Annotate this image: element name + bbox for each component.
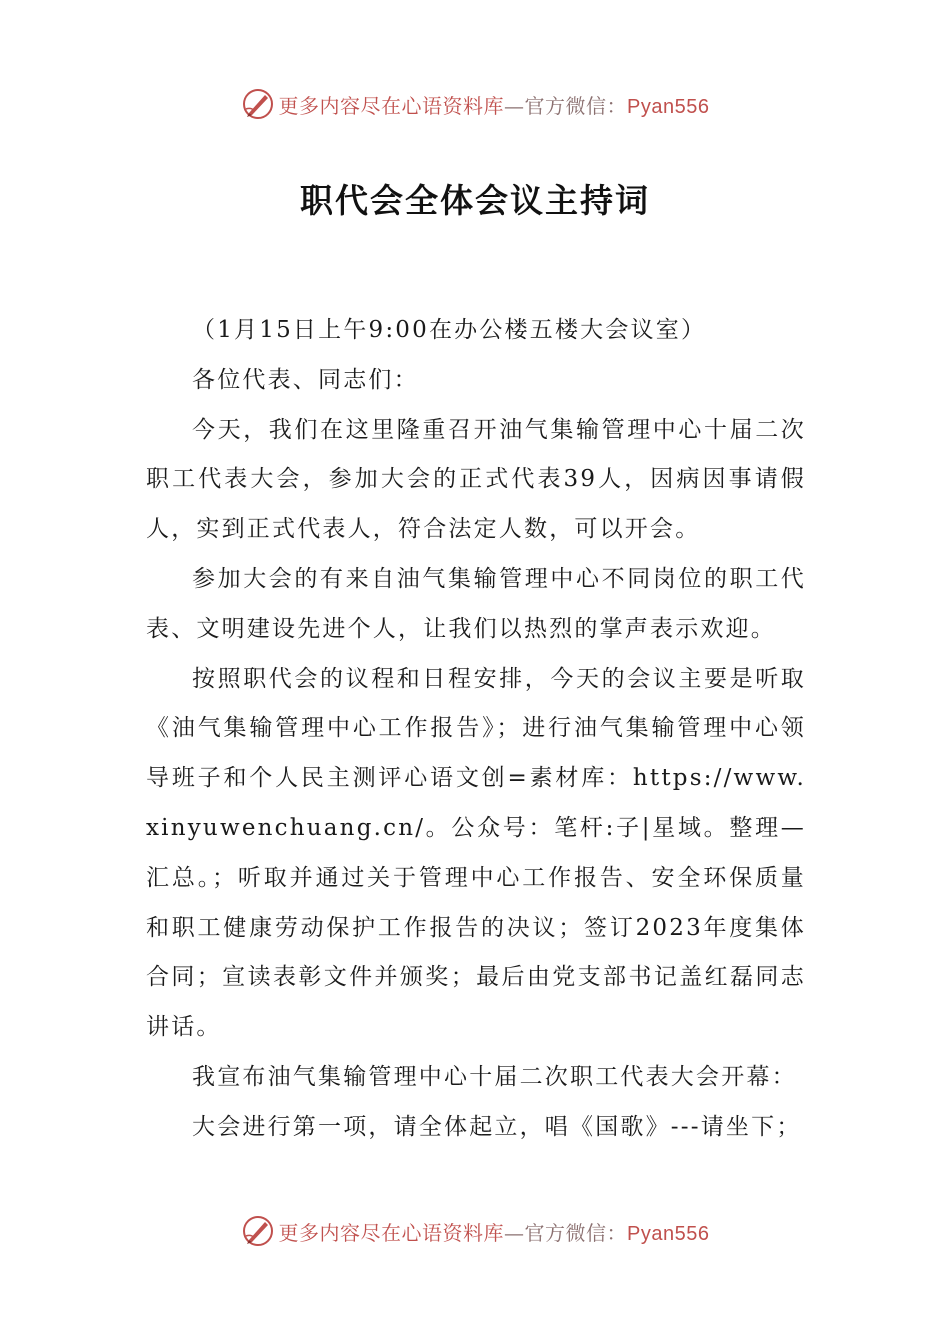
banner-text: 更多内容尽在心语资料库 (278, 93, 505, 118)
banner-account: Pyan556 (627, 1222, 710, 1245)
footer-banner (0, 1211, 950, 1251)
paragraph-attendees: 参加大会的有来自油气集输管理中心不同岗位的职工代表、文明建设先进个人，让我们以热烈的掌声表示欢迎。 (146, 565, 806, 642)
paragraph-time-place: （1月15日上午9:00在办公楼五楼大会议室） (192, 317, 707, 343)
document-body (146, 306, 806, 1153)
paragraph-announcement: 我宣布油气集输管理中心十届二次职工代表大会开幕： (192, 1063, 797, 1090)
banner-separator: — (504, 1220, 525, 1245)
banner-text: 更多内容尽在心语资料库 (278, 1220, 505, 1245)
header-banner (0, 84, 950, 124)
banner-label: 官方微信： (524, 1220, 628, 1245)
pen-logo-icon (241, 87, 275, 121)
banner-separator: — (504, 93, 525, 118)
banner-label: 官方微信： (524, 93, 628, 118)
paragraph-first-item: 大会进行第一项，请全体起立，唱《国歌》---请坐下； (192, 1113, 802, 1140)
pen-logo-icon (241, 1214, 275, 1248)
paragraph-salutation: 各位代表、同志们： (192, 366, 419, 393)
document-title: 职代会全体会议主持词 (300, 181, 650, 220)
banner-account: Pyan556 (627, 95, 710, 118)
paragraph-agenda: 按照职代会的议程和日程安排，今天的会议主要是听取《油气集输管理中心工作报告》；进行油气集输管理中心领导班子和个人民主测评心语文创=素材库：https://www.xinyuwenchuang.cn/。公众号：笔杆:子|星域。整理—汇总。；听取并通过关于管理中心工作报告、安全环保质量和职工健康劳动保护工作报告的决议；签订2023年度集体合同；宣读表彰文件并颁奖；最后由党支部书记盖红磊同志讲话。 (146, 665, 806, 1041)
paragraph-opening: 今天，我们在这里隆重召开油气集输管理中心十届二次职工代表大会，参加大会的正式代表39人，因病因事请假人，实到正式代表人，符合法定人数，可以开会。 (146, 416, 806, 543)
